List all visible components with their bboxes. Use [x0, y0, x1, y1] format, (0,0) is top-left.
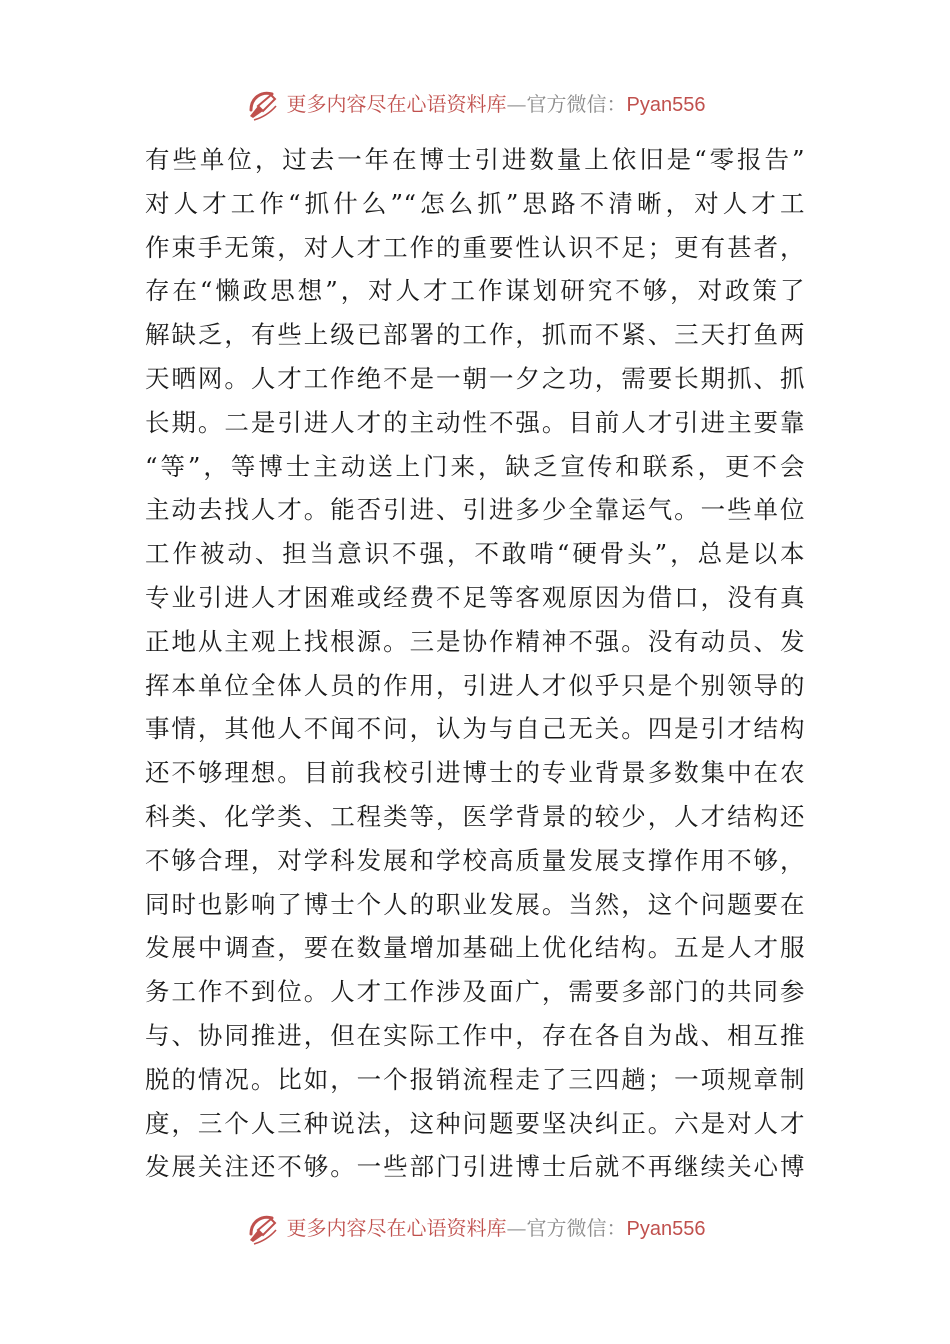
- watermark-official-label: 官方微信：: [526, 91, 627, 116]
- text-line: 不够合理，对学科发展和学校高质量发展支撑作用不够，: [145, 845, 805, 875]
- text-line: 脱的情况。比如，一个报销流程走了三四趟；一项规章制: [145, 1064, 805, 1094]
- watermark-official-label: 官方微信：: [526, 1215, 627, 1240]
- text-line: 正地从主观上找根源。三是协作精神不强。没有动员、发: [145, 626, 805, 656]
- footer-watermark: [0, 1208, 950, 1248]
- watermark-separator: —: [506, 91, 527, 116]
- text-line: 专业引进人才困难或经费不足等客观原因为借口，没有真: [145, 582, 805, 612]
- watermark-text: [286, 91, 706, 116]
- text-line: 工作被动、担当意识不强，不敢啃“硬骨头”，总是以本: [145, 539, 805, 569]
- text-line: 主动去找人才。能否引进、引进多少全靠运气。一些单位: [145, 495, 805, 525]
- text-line: 解缺乏，有些上级已部署的工作，抓而不紧、三天打鱼两: [145, 320, 805, 350]
- text-line: 存在“懒政思想”，对人才工作谋划研究不够，对政策了: [145, 276, 805, 306]
- text-line: 对人才工作“抓什么”“怎么抓”思路不清晰，对人才工: [145, 188, 805, 218]
- text-line: 天晒网。人才工作绝不是一朝一夕之功，需要长期抓、抓: [145, 363, 805, 393]
- text-line: 还不够理想。目前我校引进博士的专业背景多数集中在农: [145, 758, 805, 788]
- header-watermark: [0, 84, 950, 124]
- pen-nib-logo-icon: [245, 1210, 281, 1246]
- text-line: 发展中调查，要在数量增加基础上优化结构。五是人才服: [145, 933, 805, 963]
- document-body: [145, 138, 805, 1189]
- text-line: 作束手无策，对人才工作的重要性认识不足；更有甚者，: [145, 232, 805, 262]
- text-line: 科类、化学类、工程类等，医学背景的较少，人才结构还: [145, 801, 805, 831]
- text-line: 挥本单位全体人员的作用，引进人才似乎只是个别领导的: [145, 670, 805, 700]
- text-line: 与、协同推进，但在实际工作中，存在各自为战、相互推: [145, 1020, 805, 1050]
- watermark-wechat-id: Pyan556: [626, 93, 706, 116]
- watermark-brand: 更多内容尽在心语资料库: [286, 1215, 507, 1240]
- text-line: 长期。二是引进人才的主动性不强。目前人才引进主要靠: [145, 407, 805, 437]
- text-line: 度，三个人三种说法，这种问题要坚决纠正。六是对人才: [145, 1108, 805, 1138]
- text-line: 同时也影响了博士个人的职业发展。当然，这个问题要在: [145, 889, 805, 919]
- watermark-wechat-id: Pyan556: [626, 1217, 706, 1240]
- text-line: 发展关注还不够。一些部门引进博士后就不再继续关心博: [145, 1152, 805, 1182]
- text-line: “等”，等博士主动送上门来，缺乏宣传和联系，更不会: [145, 451, 805, 481]
- text-line: 事情，其他人不闻不问，认为与自己无关。四是引才结构: [145, 714, 805, 744]
- text-line: 务工作不到位。人才工作涉及面广，需要多部门的共同参: [145, 977, 805, 1007]
- text-line: 有些单位，过去一年在博士引进数量上依旧是“零报告”: [145, 145, 805, 174]
- watermark-brand: 更多内容尽在心语资料库: [286, 91, 507, 116]
- watermark-separator: —: [506, 1215, 527, 1240]
- pen-nib-logo-icon: [245, 86, 281, 122]
- watermark-text: [286, 1215, 706, 1240]
